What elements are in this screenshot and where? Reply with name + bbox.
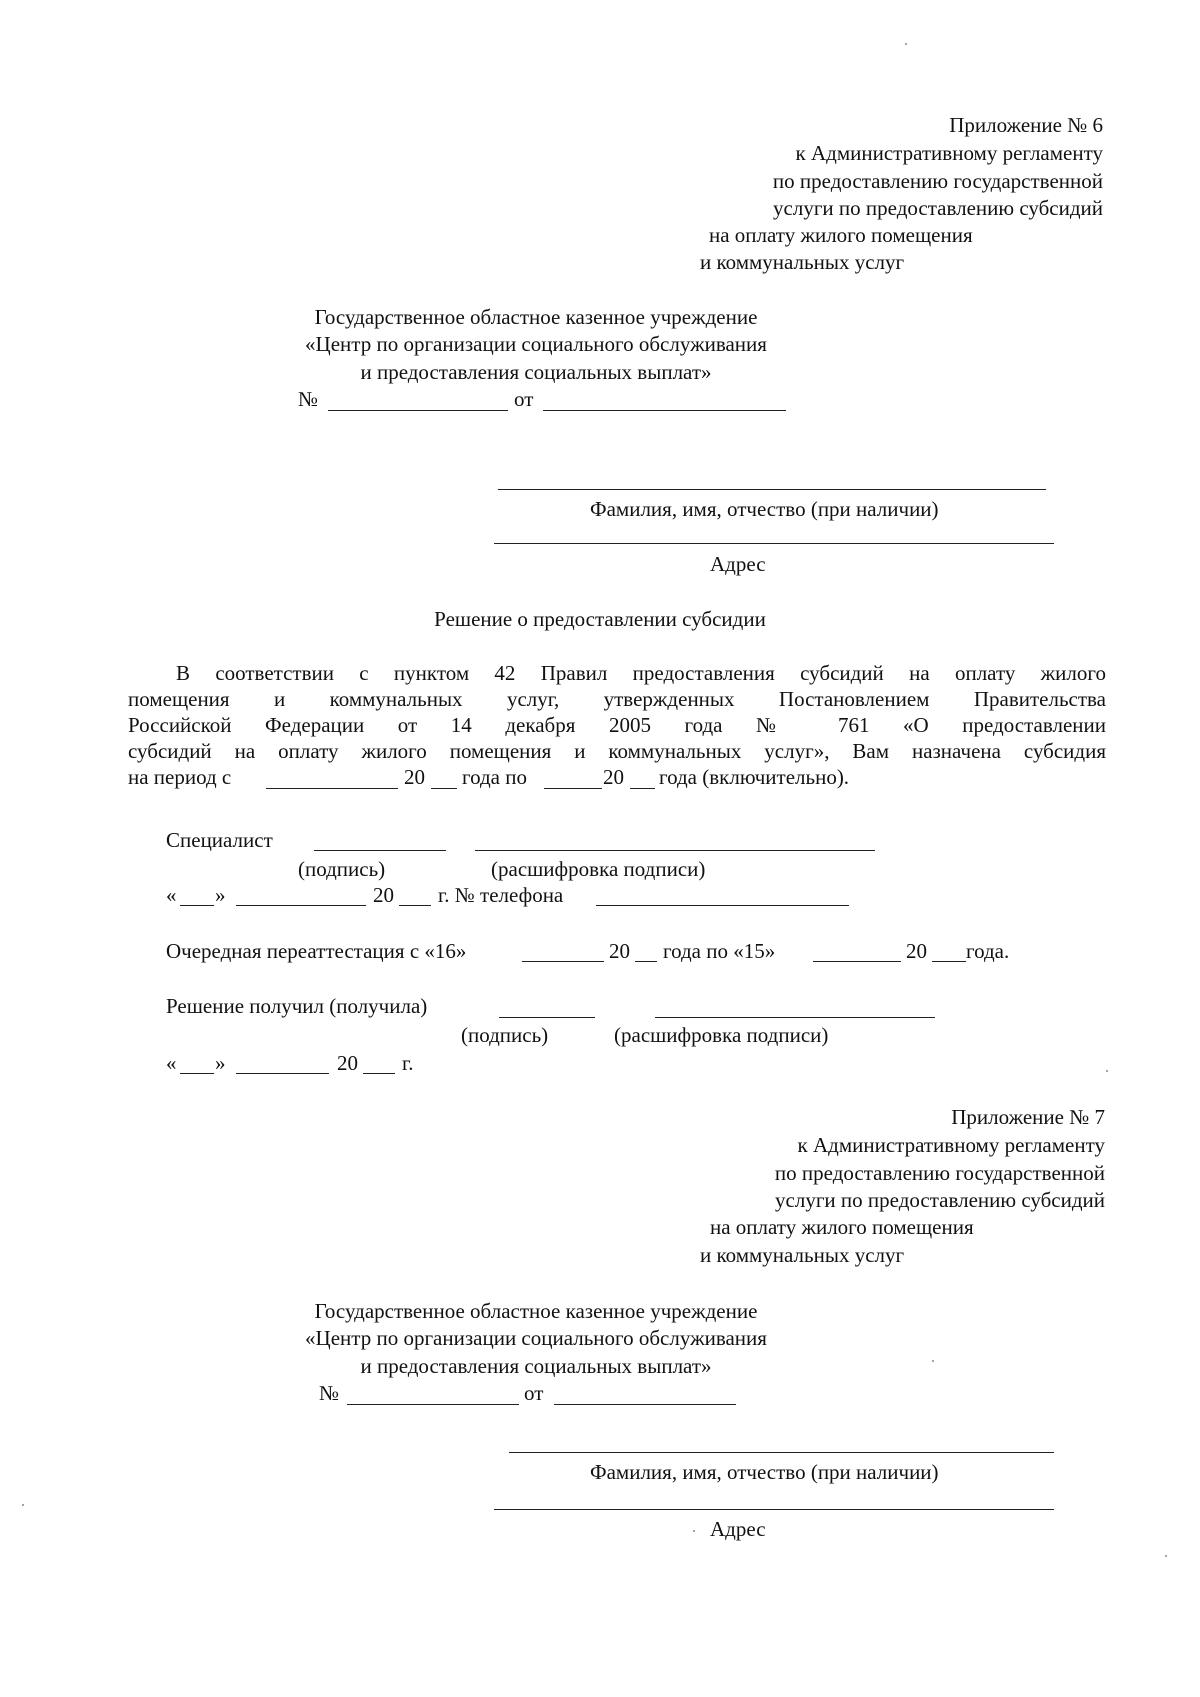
appendix-7-line: на оплату жилого помещения	[710, 1215, 974, 1239]
decision-title: Решение о предоставлении субсидии	[434, 607, 766, 631]
recert-year2-prefix: 20	[906, 939, 927, 963]
appendix-7-line: по предоставлению государственной	[774, 1161, 1105, 1185]
decision-paragraph-line: помещения и коммунальных услуг, утвержденных Постановлением Правительства	[128, 687, 1106, 711]
recert-start-month-field[interactable]	[522, 961, 604, 962]
org-6-line: и предоставления социальных выплат»	[360, 360, 712, 384]
org-6-from-label: от	[514, 387, 534, 411]
recipient-6-fio-field[interactable]	[498, 489, 1046, 490]
org-7-number-field[interactable]	[347, 1404, 519, 1405]
recipient-6-address-label: Адрес	[710, 552, 766, 576]
specialist-signature-hint: (подпись)	[298, 857, 386, 881]
received-year-prefix: 20	[337, 1051, 358, 1075]
recipient-7-fio-field[interactable]	[509, 1452, 1054, 1453]
period-end-year-field[interactable]	[630, 788, 655, 789]
recert-mid: года по «15»	[663, 939, 776, 963]
decision-paragraph-line: В соответствии с пунктом 42 Правил предоставления субсидий на оплату жилого	[176, 661, 1106, 685]
date-year-field[interactable]	[399, 905, 431, 906]
recert-prefix: Очередная переаттестация с «16»	[166, 939, 467, 963]
date-day-field[interactable]	[180, 905, 214, 906]
received-label: Решение получил (получила)	[166, 994, 428, 1018]
scan-speck	[1165, 1555, 1167, 1557]
org-7-from-label: от	[524, 1381, 544, 1405]
period-mid-label: года по	[462, 765, 527, 789]
appendix-7-title: Приложение № 7	[951, 1105, 1105, 1129]
org-6-number-label: №	[298, 387, 319, 411]
org-6-line: Государственное областное казенное учреждение	[314, 305, 758, 329]
date-open-quote: «	[166, 883, 177, 907]
appendix-6-line: к Административному регламенту	[795, 141, 1103, 165]
recipient-7-fio-label: Фамилия, имя, отчество (при наличии)	[590, 1460, 939, 1484]
scan-speck	[22, 1504, 24, 1506]
received-month-field[interactable]	[236, 1073, 329, 1074]
period-end-year-prefix: 20	[603, 765, 624, 789]
period-start-year-field[interactable]	[431, 788, 457, 789]
received-transcript-hint: (расшифровка подписи)	[614, 1023, 829, 1047]
org-7-date-field[interactable]	[554, 1404, 736, 1405]
date-year-prefix: 20	[373, 883, 394, 907]
scan-speck	[693, 1530, 695, 1532]
recert-start-year-field[interactable]	[635, 961, 657, 962]
received-date-open-quote: «	[166, 1051, 177, 1075]
appendix-7-line: к Административному регламенту	[797, 1133, 1105, 1157]
scan-speck	[932, 1360, 934, 1362]
period-year-prefix: 20	[404, 765, 425, 789]
received-day-field[interactable]	[180, 1073, 214, 1074]
specialist-transcript-hint: (расшифровка подписи)	[491, 857, 706, 881]
period-end-field[interactable]	[544, 788, 602, 789]
org-7-number-label: №	[319, 1381, 340, 1405]
scan-speck	[905, 43, 907, 45]
received-date-close-quote: »	[215, 1051, 226, 1075]
received-year-suffix: г.	[402, 1051, 414, 1075]
appendix-6-title: Приложение № 6	[949, 113, 1103, 137]
appendix-6-line: и коммунальных услуг	[700, 250, 905, 274]
org-6-line: «Центр по организации социального обслуживания	[305, 332, 767, 356]
received-signature-hint: (подпись)	[461, 1023, 549, 1047]
recert-end-year-field[interactable]	[932, 961, 966, 962]
recert-end: года.	[966, 939, 1010, 963]
appendix-7-line: услуги по предоставлению субсидий	[775, 1188, 1105, 1212]
appendix-6-line: на оплату жилого помещения	[709, 223, 973, 247]
specialist-transcript-field[interactable]	[475, 850, 875, 851]
recert-year1-prefix: 20	[609, 939, 630, 963]
received-transcript-field[interactable]	[655, 1017, 935, 1018]
date-month-field[interactable]	[236, 905, 366, 906]
recipient-7-address-field[interactable]	[494, 1509, 1054, 1510]
org-7-line: «Центр по организации социального обслуживания	[305, 1326, 767, 1350]
decision-paragraph	[128, 660, 1106, 764]
specialist-signature-field[interactable]	[314, 850, 446, 851]
appendix-7-line: и коммунальных услуг	[700, 1243, 905, 1267]
scan-speck	[1106, 1070, 1108, 1072]
received-signature-field[interactable]	[499, 1017, 595, 1018]
org-7-line: и предоставления социальных выплат»	[360, 1354, 712, 1378]
org-7-line: Государственное областное казенное учреждение	[314, 1299, 758, 1323]
period-end-label: года (включительно).	[659, 765, 850, 789]
period-prefix: на период с	[128, 765, 232, 789]
phone-label: г. № телефона	[438, 883, 564, 907]
specialist-label: Специалист	[166, 828, 273, 852]
appendix-6-line: по предоставлению государственной	[772, 169, 1103, 193]
phone-field[interactable]	[596, 905, 849, 906]
period-start-field[interactable]	[266, 788, 398, 789]
decision-paragraph-line: Российской Федерации от 14 декабря 2005 года № 761 «О предоставлении	[128, 713, 1106, 737]
appendix-6-line: услуги по предоставлению субсидий	[773, 196, 1103, 220]
recipient-6-address-field[interactable]	[494, 543, 1054, 544]
org-6-number-field[interactable]	[328, 410, 508, 411]
recert-end-month-field[interactable]	[813, 961, 901, 962]
org-6-date-field[interactable]	[543, 410, 786, 411]
date-close-quote: »	[215, 883, 226, 907]
recipient-7-address-label: Адрес	[710, 1517, 766, 1541]
received-year-field[interactable]	[363, 1073, 395, 1074]
recipient-6-fio-label: Фамилия, имя, отчество (при наличии)	[590, 497, 939, 521]
decision-paragraph-line: субсидий на оплату жилого помещения и коммунальных услуг», Вам назначена субсидия	[128, 739, 1106, 763]
